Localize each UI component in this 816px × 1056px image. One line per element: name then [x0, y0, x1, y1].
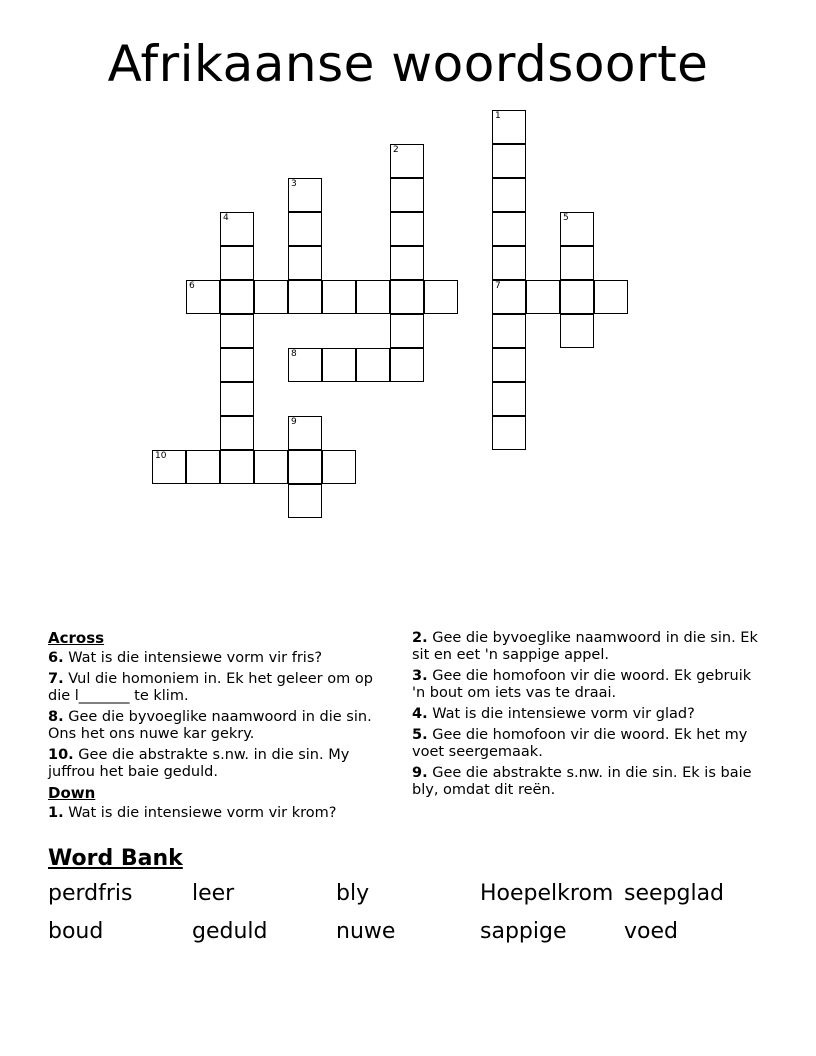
crossword-cell[interactable]: [254, 280, 288, 314]
cell-number: 3: [291, 179, 297, 189]
cell-number: 6: [189, 281, 195, 291]
crossword-cell[interactable]: [390, 348, 424, 382]
word-bank-item: seepglad: [624, 881, 725, 906]
crossword-cell[interactable]: [560, 280, 594, 314]
clue-text: Gee die byvoeglike naamwoord in die sin. Ons het ons nuwe kar gekry.: [48, 709, 372, 742]
word-bank-item: sappige: [480, 919, 567, 944]
cell-number: 7: [495, 281, 501, 291]
cell-number: 2: [393, 145, 399, 155]
crossword-cell[interactable]: [322, 450, 356, 484]
crossword-cell[interactable]: [220, 382, 254, 416]
clue-number: 8.: [48, 709, 64, 725]
crossword-cell[interactable]: [492, 314, 526, 348]
clue-text: Wat is die intensiewe vorm vir fris?: [68, 650, 323, 666]
clue-text: Gee die homofoon vir die woord. Ek het my voet seergemaak.: [412, 727, 748, 760]
word-bank-item: leer: [192, 881, 235, 906]
crossword-cell[interactable]: [560, 314, 594, 348]
clue-down-4: [412, 706, 758, 723]
crossword-cell[interactable]: [390, 246, 424, 280]
word-bank-item: geduld: [192, 919, 268, 944]
clue-number: 10.: [48, 747, 74, 763]
clue-down-3: [412, 668, 758, 702]
clue-number: 3.: [412, 668, 428, 684]
crossword-cell[interactable]: [492, 382, 526, 416]
crossword-cell[interactable]: [288, 348, 322, 382]
crossword-cell[interactable]: [560, 212, 594, 246]
word-bank-item: voed: [624, 919, 678, 944]
crossword-cell[interactable]: [492, 178, 526, 212]
clue-text: Gee die homofoon vir die woord. Ek gebruik 'n bout om iets vas te draai.: [412, 668, 752, 701]
word-bank: [48, 880, 768, 946]
crossword-cell[interactable]: [220, 348, 254, 382]
crossword-cell[interactable]: [560, 246, 594, 280]
cell-number: 8: [291, 349, 297, 359]
crossword-cell[interactable]: [492, 348, 526, 382]
crossword-cell[interactable]: [424, 280, 458, 314]
clue-text: Gee die abstrakte s.nw. in die sin. My juffrou het baie geduld.: [48, 747, 350, 780]
clue-across-8: [48, 709, 394, 743]
crossword-cell[interactable]: [322, 348, 356, 382]
word-bank-item: bly: [336, 881, 370, 906]
crossword-cell[interactable]: [288, 450, 322, 484]
cell-number: 9: [291, 417, 297, 427]
cell-number: 1: [495, 111, 501, 121]
clue-text: Wat is die intensiewe vorm vir krom?: [68, 805, 337, 821]
clue-across-6: [48, 650, 394, 667]
clue-number: 4.: [412, 706, 428, 722]
crossword-cell[interactable]: [492, 246, 526, 280]
crossword-cell[interactable]: [356, 348, 390, 382]
crossword-cell[interactable]: [390, 212, 424, 246]
crossword-cell[interactable]: [220, 280, 254, 314]
word-bank-item: Hoepelkrom: [480, 881, 614, 906]
crossword-cell[interactable]: [186, 450, 220, 484]
crossword-cell[interactable]: [492, 212, 526, 246]
crossword-cell[interactable]: [390, 144, 424, 178]
crossword-cell[interactable]: [356, 280, 390, 314]
crossword-cell[interactable]: [492, 144, 526, 178]
clue-number: 5.: [412, 727, 428, 743]
crossword-cell[interactable]: [288, 280, 322, 314]
clue-text: Gee die abstrakte s.nw. in die sin. Ek is baie bly, omdat dit reën.: [412, 765, 752, 798]
crossword-cell[interactable]: [594, 280, 628, 314]
clue-down-1: [48, 805, 394, 822]
crossword-cell[interactable]: [288, 416, 322, 450]
clue-number: 9.: [412, 765, 428, 781]
clue-text: Vul die homoniem in. Ek het geleer om op die l_______ te klim.: [48, 671, 373, 704]
crossword-cell[interactable]: [288, 484, 322, 518]
crossword-cell[interactable]: [492, 416, 526, 450]
crossword-cell[interactable]: [492, 280, 526, 314]
cell-number: 10: [155, 451, 167, 461]
clue-number: 7.: [48, 671, 64, 687]
crossword-cell[interactable]: [220, 246, 254, 280]
word-bank-item: boud: [48, 919, 104, 944]
crossword-cell[interactable]: [220, 450, 254, 484]
clue-across-10: [48, 747, 394, 781]
crossword-cell[interactable]: [526, 280, 560, 314]
word-bank-item: perdfris: [48, 881, 133, 906]
clue-down-9: [412, 765, 758, 799]
clue-across-7: [48, 671, 394, 705]
clue-number: 2.: [412, 630, 428, 646]
crossword-cell[interactable]: [322, 280, 356, 314]
clues-right-column: [412, 630, 758, 803]
clue-text: Wat is die intensiewe vorm vir glad?: [432, 706, 695, 722]
clues-left-column: [48, 630, 394, 826]
cell-number: 5: [563, 213, 569, 223]
crossword-cell[interactable]: [152, 450, 186, 484]
word-bank-item: nuwe: [336, 919, 396, 944]
crossword-cell[interactable]: [390, 178, 424, 212]
puzzle-title: Afrikaanse woordsoorte: [107, 35, 709, 93]
crossword-cell[interactable]: [390, 280, 424, 314]
crossword-cell[interactable]: [288, 178, 322, 212]
clue-down-2: [412, 630, 758, 664]
crossword-cell[interactable]: [254, 450, 288, 484]
word-bank-title: Word Bank: [48, 846, 183, 871]
cell-number: 4: [223, 213, 229, 223]
crossword-cell[interactable]: [288, 246, 322, 280]
clue-number: 1.: [48, 805, 64, 821]
crossword-cell[interactable]: [220, 314, 254, 348]
clue-down-5: [412, 727, 758, 761]
across-heading: Across: [48, 629, 105, 647]
clue-number: 6.: [48, 650, 64, 666]
crossword-cell[interactable]: [390, 314, 424, 348]
clue-text: Gee die byvoeglike naamwoord in die sin. Ek sit en eet 'n sappige appel.: [412, 630, 758, 663]
crossword-cell[interactable]: [288, 212, 322, 246]
crossword-cell[interactable]: [492, 110, 526, 144]
crossword-cell[interactable]: [186, 280, 220, 314]
crossword-cell[interactable]: [220, 212, 254, 246]
down-heading: Down: [48, 784, 96, 802]
crossword-cell[interactable]: [220, 416, 254, 450]
